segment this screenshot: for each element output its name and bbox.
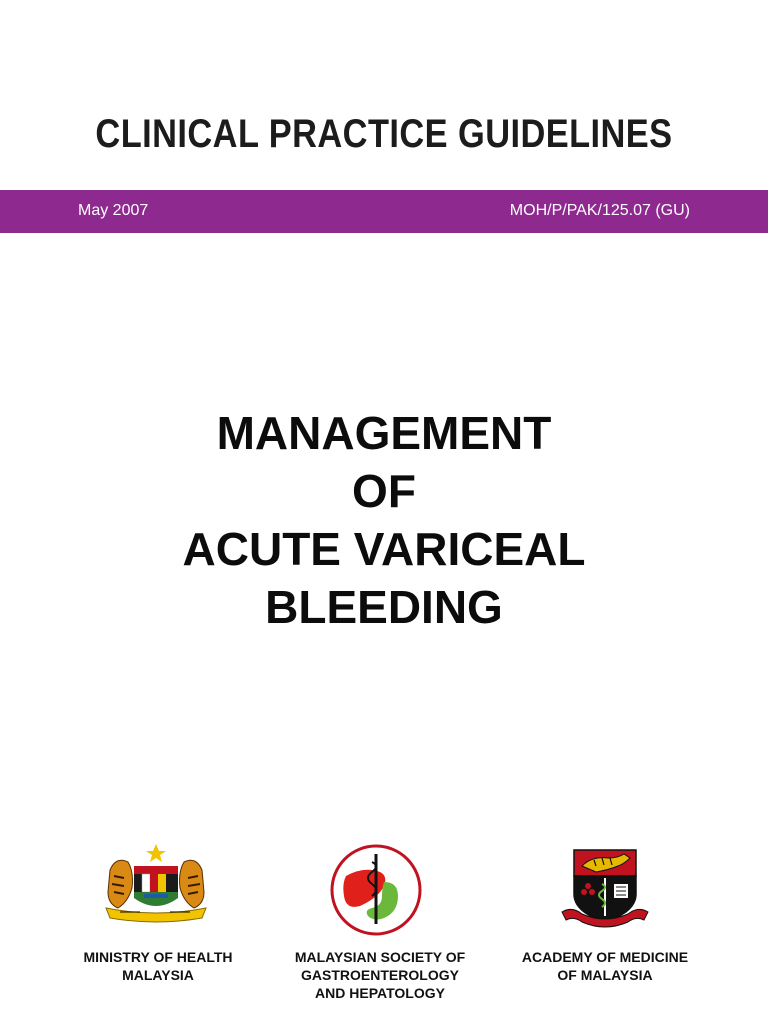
document-code: MOH/P/PAK/125.07 (GU) xyxy=(509,202,690,219)
org-line: AND HEPATOLOGY xyxy=(315,985,445,1001)
msgh-logo xyxy=(328,842,424,938)
org-line: MINISTRY OF HEALTH xyxy=(83,949,233,965)
org-msgh xyxy=(276,948,484,1002)
title-line: BLEEDING xyxy=(265,581,503,633)
org-line: ACADEMY OF MEDICINE xyxy=(521,949,689,965)
title-line: MANAGEMENT xyxy=(216,407,552,459)
org-line: OF MALAYSIA xyxy=(557,967,653,983)
org-ministry-of-health xyxy=(58,948,258,984)
publication-date: May 2007 xyxy=(78,202,149,219)
academy-crest-logo xyxy=(560,846,650,930)
info-band xyxy=(0,190,768,233)
org-line: GASTROENTEROLOGY xyxy=(301,967,459,983)
org-academy-of-medicine xyxy=(500,948,710,984)
title-line: OF xyxy=(352,465,416,517)
org-line: MALAYSIAN SOCIETY OF xyxy=(294,949,466,965)
document-title xyxy=(0,404,768,636)
org-line: MALAYSIA xyxy=(122,967,194,983)
malaysia-coat-of-arms-logo xyxy=(100,842,212,924)
guidelines-header: CLINICAL PRACTICE GUIDELINES xyxy=(95,112,673,156)
title-line: ACUTE VARICEAL xyxy=(182,523,586,575)
